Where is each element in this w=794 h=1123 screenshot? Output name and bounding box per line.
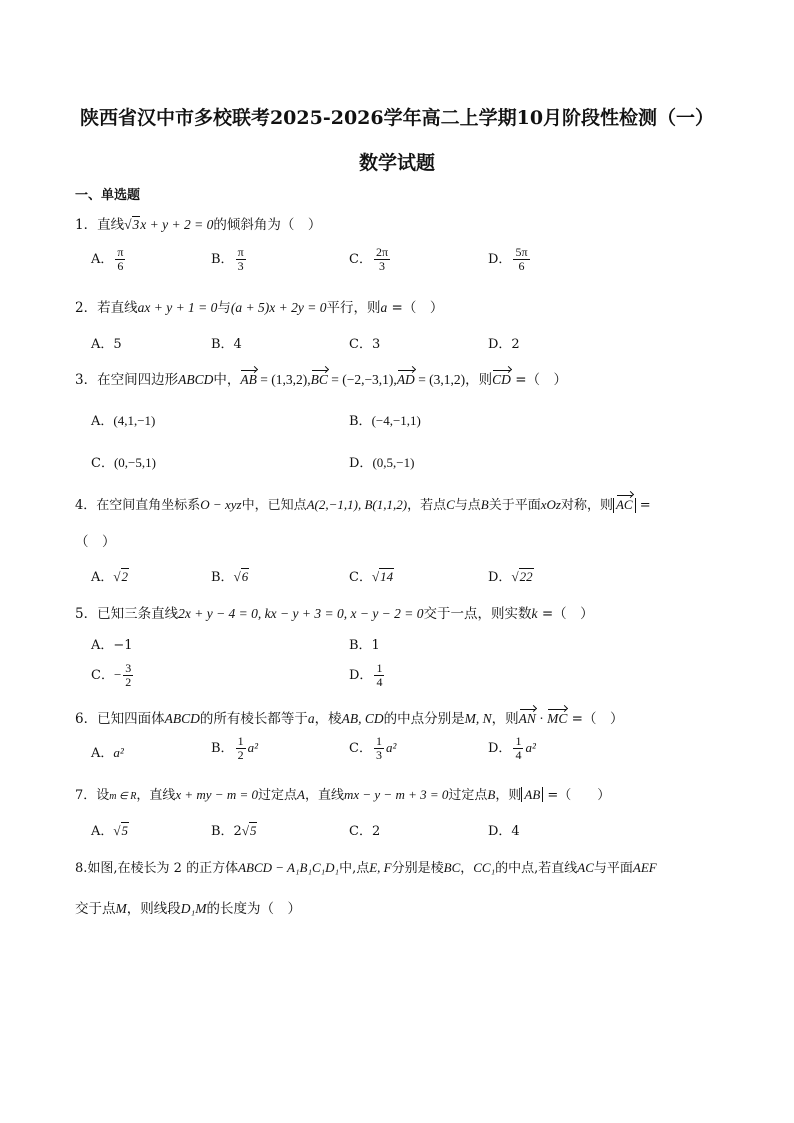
q3-option-b: B．(−4,−1,1)	[349, 413, 421, 429]
q4-option-c: C．√14	[349, 569, 394, 585]
question-5: 5．已知三条直线2x + y − 4 = 0, kx − y + 3 = 0, x − y − 2 = 0交于一点，则实数k =（ ）	[75, 606, 594, 622]
question-8: 8.如图,在棱长为 2 的正方体ABCD − A₁B₁C₁D₁中,点E, F分别是棱BC，CC₁的中点,若直线AC与平面AEF	[75, 860, 657, 876]
q6-option-d: D． $\frac{1}{4}$ a²	[488, 734, 536, 762]
q1-option-b: B． $\frac{\pi}{3}$	[211, 245, 244, 273]
q3-option-d: D．(0,5,−1)	[349, 455, 415, 471]
question-1: 1．直线√3x + y + 2 = 0的倾斜角为（ ）	[75, 217, 322, 233]
section-heading: 一、单选题	[75, 188, 141, 203]
q3-option-c: C．(0,−5,1)	[91, 455, 156, 471]
question-6: 6．已知四面体ABCD的所有棱长都等于a，棱AB, CD的中点分别是M, N，则AN · MC =（ ）	[75, 711, 624, 727]
q4-option-b: B．√6	[211, 569, 249, 585]
q4-option-d: D．√22	[488, 569, 533, 585]
exam-title: 陕西省汉中市多校联考2025-2026学年高二上学期10月阶段性检测（一）	[79, 107, 715, 129]
q2-option-c: C．3	[349, 337, 381, 352]
question-7: 7．设m ∈ R，直线x + my − m = 0过定点A，直线mx − y − m + 3 = 0过定点B，则 AB =（ ）	[75, 787, 611, 803]
question-8-line2: 交于点M，则线段D₁M的长度为（ ）	[75, 901, 301, 917]
q2-option-b: B．4	[211, 337, 242, 352]
q5-option-b: B．1	[349, 638, 380, 653]
q6-option-c: C． $\frac{1}{3}$ a²	[349, 734, 397, 762]
q5-option-d: D． $\frac{1}{4}$	[349, 661, 383, 689]
q1-option-a: A． $\frac{\pi}{6}$	[91, 245, 124, 273]
q1-option-c: C． $\frac{2\pi}{3}$	[349, 245, 389, 273]
sqrt-3: √3	[124, 217, 140, 232]
q5-option-a: A．−1	[91, 638, 133, 653]
q4-option-a: A．√2	[91, 569, 129, 585]
q6-option-b: B． $\frac{1}{2}$ a²	[211, 734, 258, 762]
q1-option-d: D． $\frac{5\pi}{6}$	[488, 245, 528, 273]
q7-option-b: B．2√5	[211, 823, 257, 839]
q6-option-a: A．a²	[91, 745, 124, 761]
q2-option-a: A．5	[91, 337, 122, 352]
question-4: 4．在空间直角坐标系O − xyz中，已知点A(2,−1,1), B(1,1,2)，若点C与点B关于平面xOz对称，则 AC =	[75, 497, 651, 513]
q3-option-a: A．(4,1,−1)	[91, 413, 156, 429]
q5-option-c: C．− $\frac{3}{2}$	[91, 661, 132, 689]
question-2: 2．若直线ax + y + 1 = 0与(a + 5)x + 2y = 0平行，则a =（ ）	[75, 300, 444, 316]
exam-subtitle: 数学试题	[358, 152, 435, 174]
q7-option-c: C．2	[349, 824, 381, 839]
q2-option-d: D．2	[488, 337, 520, 352]
q7-option-d: D．4	[488, 824, 520, 839]
question-4-blank: （ ）	[75, 534, 116, 550]
question-3: 3．在空间四边形ABCD中，AB = (1,3,2),BC = (−2,−3,1),AD = (3,1,2)，则CD =（ ）	[75, 372, 568, 388]
q7-option-a: A．√5	[91, 823, 129, 839]
